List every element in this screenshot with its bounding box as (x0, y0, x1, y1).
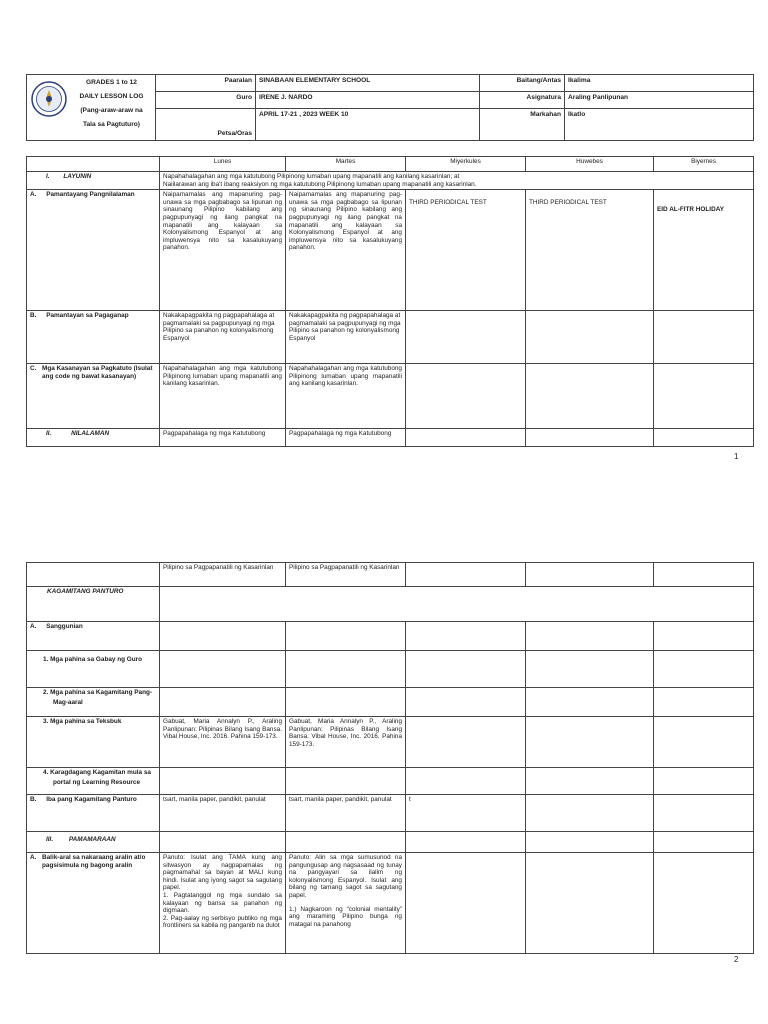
pp-num: A. (30, 191, 37, 199)
nilc-huwebes (526, 563, 654, 587)
school-value: SINABAAN ELEMENTARY SCHOOL (256, 75, 480, 92)
kar-huwebes (526, 768, 654, 795)
kma-miyerkules (406, 688, 526, 717)
lesson-table-page1 (26, 156, 754, 447)
ba-miyerkules (406, 853, 526, 954)
nil-biyernes (654, 429, 754, 447)
sanggunian-row (27, 622, 754, 651)
kar-biyernes (654, 768, 754, 795)
kma-lunes (160, 688, 286, 717)
teacher-label: Guro (156, 92, 256, 109)
kas-miyerkules (406, 364, 526, 429)
psp-num: B. (30, 312, 37, 320)
ba-martes-p1: Panuto: Alin sa mga sumusunod na pangungusap ang nagsasaad ng tunay na pangyayari sa ilalim ng kolonyalismong Espanyol. Isulat ang bilang ng tamang sagot sa sagutang papel. (289, 854, 402, 899)
tb-miyerkules (406, 717, 526, 768)
layunin-line-2: Naiilarawan ang iba't ibang reaksiyon ng mga katutubong Pilipinong lumaban upang mapanatili ang kasarinlan. (163, 180, 477, 188)
nilc-label (27, 563, 160, 587)
ba-label (27, 853, 160, 954)
kma-line-1: 2. Mga pahina sa Kagamitang Pang- (43, 689, 153, 696)
kagamitang-mag-aaral-row (27, 688, 754, 717)
tb-biyernes (654, 717, 754, 768)
day-miyerkules: Miyerkules (406, 157, 526, 172)
kas-text: Mga Kasanayan sa Pagkatuto (Isulat ang code ng bawat kasanayan) (42, 365, 153, 380)
psp-biyernes (654, 311, 754, 364)
days-header-row (27, 157, 754, 172)
nil-martes: Pagpapahalaga ng mga Katutubong (286, 429, 406, 447)
kas-label (27, 364, 160, 429)
nilc-biyernes (654, 563, 754, 587)
layunin-line-1: Napahahalagahan ang mga katutubong Pilipinong lumaban upang mapanatili ang kanilang kasarinlan; at (163, 173, 460, 180)
day-lunes: Lunes (160, 157, 286, 172)
sang-huwebes (526, 622, 654, 651)
nil-label (27, 429, 160, 447)
ip-huwebes (526, 795, 654, 832)
nilalaman-row (27, 429, 754, 447)
title-line-3: (Pang-araw-araw na (80, 107, 143, 114)
ip-miyerkules: t (406, 795, 526, 832)
psp-label (27, 311, 160, 364)
title-line-2: DAILY LESSON LOG (79, 93, 144, 100)
kp-text: KAGAMITANG PANTURO (47, 588, 124, 595)
pp-text: Pamantayang Pangnilalaman (46, 191, 135, 199)
nilc-martes: Pilipino sa Pagpapanatili ng Kasarinlan (286, 563, 406, 587)
header-table (26, 74, 754, 141)
nil-lunes: Pagpapahalaga ng mga Katutubong (160, 429, 286, 447)
kar-lunes (160, 768, 286, 795)
day-huwebes: Huwebes (526, 157, 654, 172)
deped-seal-icon (31, 81, 67, 117)
grade-value: Ikalima (565, 75, 754, 92)
gabay-guro-row (27, 651, 754, 688)
kp-content (160, 587, 754, 622)
ip-num: B. (30, 796, 37, 803)
ba-biyernes (654, 853, 754, 954)
pp-lunes: Naipamamalas ang mapanuring pag-unawa sa mga pagbabago sa lipunan ng sinaunang Pilipino kabilang ang pagpupunyagi ng ilang pangkat na mapanatili ang kalayaan sa Kolonyalismong Espanyol at ang impluwensya nito sa kasalukuyang panahon. (160, 190, 286, 311)
day-biyernes: Biyernes (654, 157, 754, 172)
sang-biyernes (654, 622, 754, 651)
tb-text: 3. Mga pahina sa Teksbuk (43, 718, 122, 725)
date-label: Petsa/Oras (156, 109, 256, 141)
ip-lunes: tsart, manila paper, pandikit, panulat (160, 795, 286, 832)
psp-miyerkules (406, 311, 526, 364)
nilalaman-cont-row (27, 563, 754, 587)
pam-biyernes (654, 832, 754, 853)
gg-huwebes (526, 651, 654, 688)
pp-huwebes-text: THIRD PERIODICAL TEST (529, 199, 607, 207)
subject-value: Araling Panlipunan (565, 92, 754, 109)
kas-huwebes (526, 364, 654, 429)
quarter-label: Markahan (480, 109, 565, 141)
kas-biyernes (654, 364, 754, 429)
subject-label: Asignatura (480, 92, 565, 109)
pam-text: PAMAMARAAN (68, 836, 116, 843)
ba-lunes-p1: Panuto: Isulat ang TAMA kung ang sitwasyon ay nagpapamalas ng pagmamahal sa bayan at MALI kung hindi. Isulat ang iyong sagot sa sagutang papel. (163, 854, 282, 892)
page-number-1: 1 (734, 452, 739, 461)
pam-martes (286, 832, 406, 853)
gg-martes (286, 651, 406, 688)
quarter-value: Ikatlo (565, 109, 754, 141)
gg-text: 1. Mga pahina sa Gabay ng Guro (43, 656, 143, 663)
ba-lunes-p2: 1. Pagtatanggol ng mga sundalo sa kalayaan ng bansa sa panahon ng digmaan. (163, 891, 282, 915)
layunin-text: LAYUNIN (63, 173, 92, 180)
nil-text: NILALAMAN (71, 430, 110, 438)
kma-martes (286, 688, 406, 717)
lesson-table-page2 (26, 562, 754, 954)
ba-huwebes (526, 853, 654, 954)
ip-text: Iba pang Kagamitang Panturo (46, 796, 137, 803)
kma-biyernes (654, 688, 754, 717)
sang-miyerkules (406, 622, 526, 651)
pam-label (27, 832, 160, 853)
pp-huwebes (526, 190, 654, 311)
pp-biyernes (654, 190, 754, 311)
gg-label (27, 651, 160, 688)
layunin-num: I. (46, 173, 50, 180)
pp-miyerkules-text: THIRD PERIODICAL TEST (409, 199, 487, 207)
nil-huwebes (526, 429, 654, 447)
pamamaraan-row (27, 832, 754, 853)
sang-martes (286, 622, 406, 651)
pam-huwebes (526, 832, 654, 853)
tb-label (27, 717, 160, 768)
kas-lunes: Napahahalagahan ang mga katutubong Pilipinong lumaban upang mapanatili ang kanilang kasarinlan. (160, 364, 286, 429)
sang-lunes (160, 622, 286, 651)
pamantayang-pangnilalaman-row (27, 190, 754, 311)
psp-martes: Nakakapagpakita ng pagpapahalaga at pagmamalaki sa pagpupunyagi ng mga Pilipino sa panahon ng kolonyalismong Espanyol (286, 311, 406, 364)
kar-martes (286, 768, 406, 795)
kar-miyerkules (406, 768, 526, 795)
nil-miyerkules (406, 429, 526, 447)
sang-text: Sanggunian (46, 623, 83, 630)
kas-martes: Napahahalagahan ang mga katutubong Pilipinong lumaban upang mapanatili ang kanilang kasarinlan. (286, 364, 406, 429)
balik-aral-row (27, 853, 754, 954)
ip-label (27, 795, 160, 832)
gg-miyerkules (406, 651, 526, 688)
layunin-label (27, 172, 160, 190)
layunin-content (160, 172, 754, 190)
title-line-4: Tala sa Pagtuturo) (82, 121, 141, 128)
nilc-lunes: Pilipino sa Pagpapanatili ng Kasarinlan (160, 563, 286, 587)
ip-biyernes (654, 795, 754, 832)
pamantayan-sa-pagaganap-row (27, 311, 754, 364)
pam-num: III. (46, 836, 54, 843)
day-martes: Martes (286, 157, 406, 172)
nilc-miyerkules (406, 563, 526, 587)
ba-martes-p2: 1.) Nagkaroon ng “colonial mentality” ang maraming Pilipino bunga ng matagal na panahong (289, 905, 402, 928)
kar-line-1: 4. Karagdagang Kagamitan mula sa (43, 769, 151, 776)
page-number-2: 2 (734, 955, 739, 964)
ba-num: A. (30, 854, 37, 861)
psp-text: Pamantayan sa Pagaganap (46, 312, 129, 320)
ip-martes: tsart, manila paper, pandikit, panulat (286, 795, 406, 832)
kasanayan-row (27, 364, 754, 429)
pp-label (27, 190, 160, 311)
layunin-row (27, 172, 754, 190)
psp-lunes: Nakakapagpakita ng pagpapahalaga at pagmamalaki sa pagpupunyagi ng mga Pilipino sa panahon ng kolonyalismong Espanyol (160, 311, 286, 364)
kar-line-2: portal ng Learning Resource (53, 778, 140, 786)
iba-pang-row (27, 795, 754, 832)
grade-label: Baitang/Antas (480, 75, 565, 92)
nil-num: II. (46, 430, 52, 438)
ba-lunes (160, 853, 286, 954)
kar-label (27, 768, 160, 795)
kas-num: C. (30, 365, 37, 373)
gg-biyernes (654, 651, 754, 688)
title-line-1: GRADES 1 to 12 (86, 79, 137, 86)
psp-huwebes (526, 311, 654, 364)
kma-label (27, 688, 160, 717)
tb-lunes: Gabuat, Maria Annalyn P., Araling Panlipunan: Pilipinas Bilang Isang Bansa. Vibal House, Inc. 2016. Pahina 159-173. (160, 717, 286, 768)
kagamitang-panturo-row (27, 587, 754, 622)
school-label: Paaralan (156, 75, 256, 92)
ba-lunes-p3: 2. Pag-aalay ng serbisyo publiko ng mga frontliners sa kabila ng panganib na dulot (163, 914, 282, 930)
pp-biyernes-text: EID AL-FITR HOLIDAY (657, 206, 724, 214)
pam-miyerkules (406, 832, 526, 853)
sang-num: A. (30, 623, 37, 630)
ba-martes (286, 853, 406, 954)
pam-lunes (160, 832, 286, 853)
pp-miyerkules (406, 190, 526, 311)
teksbuk-row (27, 717, 754, 768)
tb-huwebes (526, 717, 654, 768)
kma-line-2: Mag-aaral (53, 698, 83, 706)
gg-lunes (160, 651, 286, 688)
tb-martes: Gabuat, Maria Annalyn P., Araling Panlipunan: Pilipinas Bilang Isang Bansa. Vibal House, Inc. 2016. Pahina 159-173. (286, 717, 406, 768)
date-value: APRIL 17-21 , 2023 WEEK 10 (256, 109, 480, 141)
sang-label (27, 622, 160, 651)
kma-huwebes (526, 688, 654, 717)
kp-label (27, 587, 160, 622)
header-title-cell (27, 75, 156, 141)
karagdagang-row (27, 768, 754, 795)
pp-martes: Naipamamalas ang mapanuring pag-unawa sa mga pagbabago sa lipunan ng sinaunang Pilipino kabilang ang pagpupunyagi ng ilang pangkat na mapanatili ang kalayaan sa Kolonyalismong Espanyol at ang impluwensya nito sa kasalukuyang panahon. (286, 190, 406, 311)
teacher-value: IRENE J. NARDO (256, 92, 480, 109)
ba-text: Balik-aral sa nakaraang aralin at/o pagsisimula ng bagong aralin (42, 854, 146, 869)
